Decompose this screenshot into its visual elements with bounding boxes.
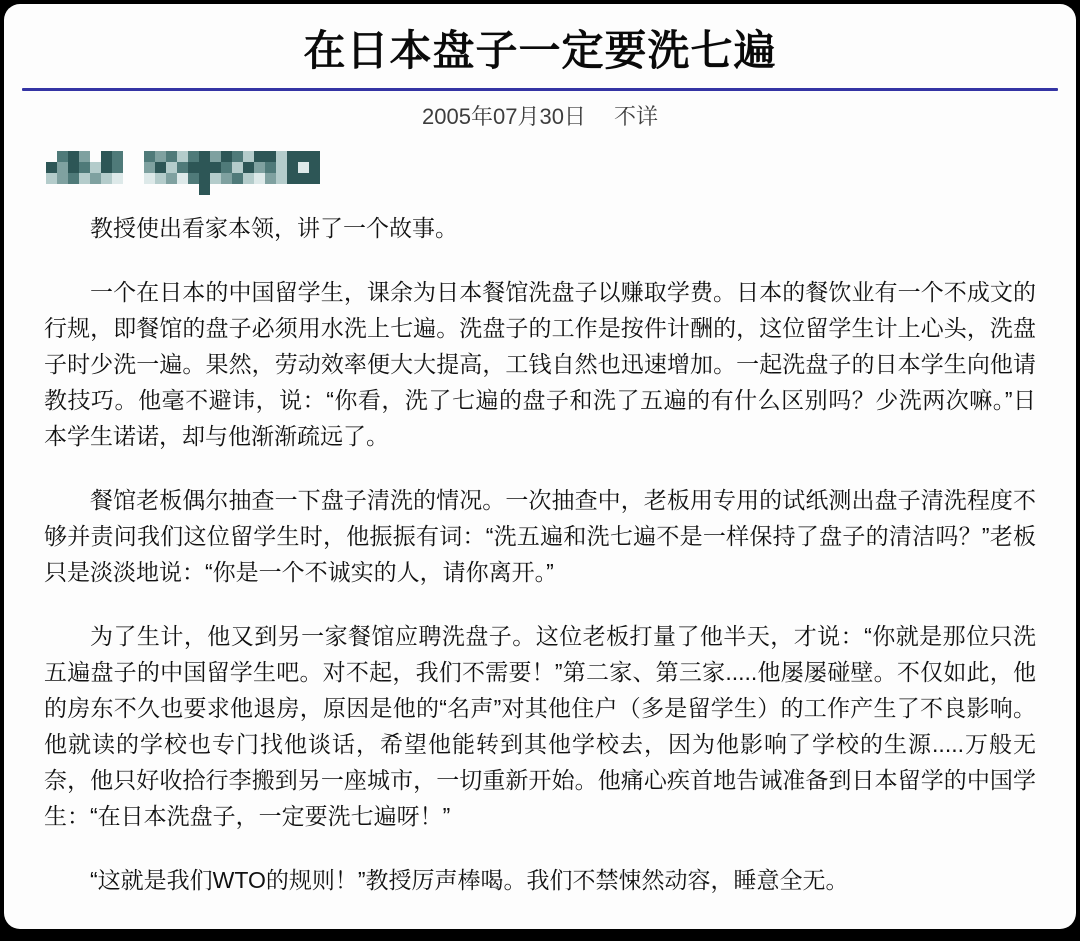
article-body <box>44 210 1036 898</box>
censored-author-mosaic <box>46 151 1076 195</box>
paragraph: 餐馆老板偶尔抽查一下盘子清洗的情况。一次抽查中，老板用专用的试纸测出盘子清洗程度不够并责问我们这位留学生时，他振振有词：“洗五遍和洗七遍不是一样保持了盘子的清洁吗？”老板只是淡淡地说：“你是一个不诚实的人，请你离开。” <box>44 487 1036 585</box>
paragraph: 一个在日本的中国留学生，课余为日本餐馆洗盘子以赚取学费。日本的餐饮业有一个不成文的行规，即餐馆的盘子必须用水洗上七遍。洗盘子的工作是按件计酬的，这位留学生计上心头，洗盘子时少洗一遍。果然，劳动效率便大大提高，工钱自然也迅速增加。一起洗盘子的日本学生向他请教技巧。他毫不避讳，说：“你看，洗了七遍的盘子和洗了五遍的有什么区别吗？少洗两次嘛。”日本学生诺诺，却与他渐渐疏远了。 <box>44 279 1036 449</box>
publish-date: 2005年07月30日 <box>422 104 586 129</box>
date-line <box>4 104 1076 130</box>
page-title: 在日本盘子一定要洗七遍 <box>303 27 777 74</box>
paragraph: 为了生计，他又到另一家餐馆应聘洗盘子。这位老板打量了他半天，才说：“你就是那位只洗五遍盘子的中国留学生吧。对不起，我们不需要！”第二家、第三家.....他屡屡碰壁。不仅如此，他的房东不久也要求他退房，原因是他的“名声”对其他住户（多是留学生）的工作产生了不良影响。他就读的学校也专门找他谈话，希望他能转到其他学校去，因为他影响了学校的生源.....万般无奈，他只好收拾行李搬到另一座城市，一切重新开始。他痛心疾首地告诫准备到日本留学的中国学生：“在日本洗盘子，一定要洗七遍呀！” <box>44 623 1036 829</box>
paragraph: “这就是我们WTO的规则！”教授厉声棒喝。我们不禁悚然动容，睡意全无。 <box>90 867 849 893</box>
title-divider <box>22 88 1058 91</box>
paragraph: 教授使出看家本领，讲了一个故事。 <box>90 215 458 241</box>
source-label: 不详 <box>613 104 658 129</box>
article-page <box>4 4 1076 929</box>
